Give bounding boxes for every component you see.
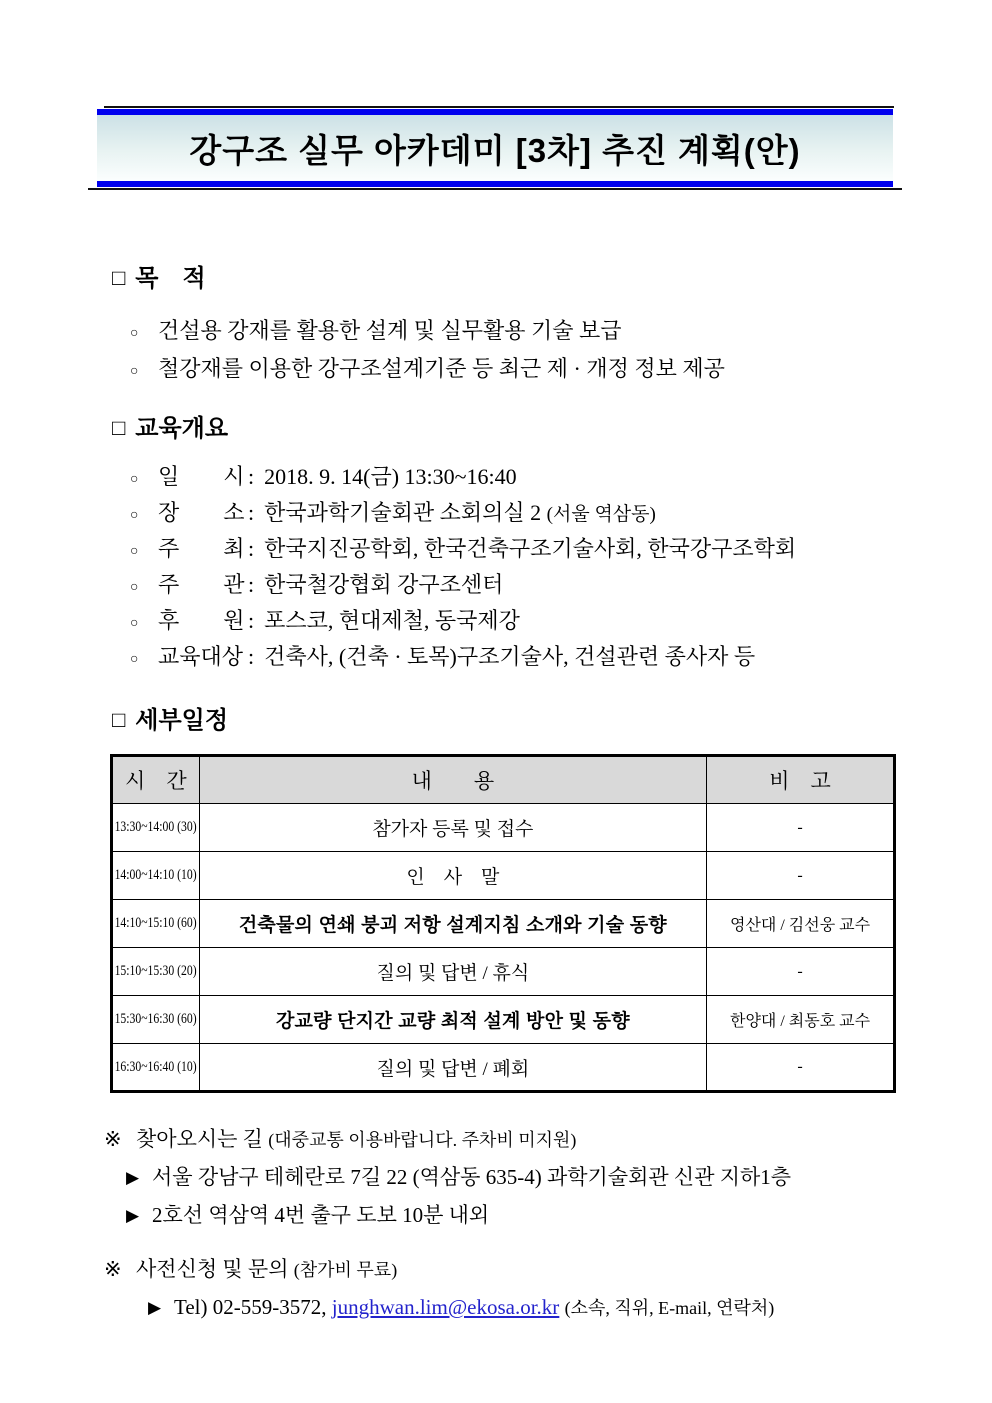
- square-bullet-icon: □: [112, 415, 126, 440]
- section-heading-schedule: [112, 706, 228, 736]
- purpose-heading-label: 목 적: [135, 265, 206, 292]
- cell-time: [112, 996, 200, 1044]
- cell-remark: -: [707, 948, 895, 996]
- banner-top-rule: [104, 106, 894, 108]
- reference-mark-icon: ※: [104, 1127, 122, 1151]
- list-item: [130, 603, 796, 639]
- cell-remark: -: [707, 852, 895, 900]
- cell-time: [112, 804, 200, 852]
- field-value: 한국과학기술회관 소회의실 2: [264, 500, 542, 525]
- colon-separator: :: [248, 608, 255, 633]
- cell-remark: -: [707, 804, 895, 852]
- colon-separator: :: [248, 464, 255, 489]
- field-label: 후 원: [158, 608, 245, 633]
- column-header-remark: 비 고: [707, 756, 895, 804]
- field-value: 건축사, (건축 · 토목)구조기술사, 건설관련 종사자 등: [264, 644, 756, 669]
- table-row: [112, 948, 895, 996]
- cell-content: 인 사 말: [199, 852, 706, 900]
- time-text: 15:10~15:30 (20): [114, 963, 197, 979]
- circle-bullet-icon: ○: [130, 472, 139, 487]
- cell-remark: -: [707, 1044, 895, 1092]
- table-row: [112, 804, 895, 852]
- field-value: 2018. 9. 14(금) 13:30~16:40: [264, 464, 517, 489]
- cell-time: [112, 900, 200, 948]
- field-label: 주 최: [158, 536, 245, 561]
- time-text: 14:10~15:10 (60): [114, 915, 197, 931]
- table-row: [112, 996, 895, 1044]
- cell-time: [112, 948, 200, 996]
- schedule-table: [110, 754, 896, 1093]
- overview-heading-label: 교육개요: [135, 415, 229, 442]
- field-value: 포스코, 현대제철, 동국제강: [264, 608, 520, 633]
- circle-bullet-icon: ○: [130, 580, 139, 595]
- cell-remark: 영산대 / 김선웅 교수: [707, 900, 895, 948]
- list-item: [130, 567, 796, 603]
- list-item: [130, 459, 796, 495]
- square-bullet-icon: □: [112, 707, 126, 732]
- field-note: (서울 역삼동): [546, 504, 656, 525]
- registration-title-line: [104, 1250, 774, 1288]
- telephone-number: Tel) 02-559-3572,: [174, 1295, 327, 1319]
- directions-title-line: [104, 1120, 791, 1158]
- overview-list: [130, 459, 796, 675]
- circle-bullet-icon: ○: [130, 616, 139, 631]
- table-row: [112, 900, 895, 948]
- registration-suffix-note: (소속, 직위, E-mail, 연락처): [564, 1298, 775, 1318]
- directions-title-note: (대중교통 이용바랍니다. 주차비 미지원): [268, 1130, 577, 1150]
- registration-note: [104, 1250, 774, 1326]
- square-bullet-icon: □: [112, 265, 126, 290]
- circle-bullet-icon: ○: [130, 544, 139, 559]
- table-row: [112, 852, 895, 900]
- directions-subway: 2호선 역삼역 4번 출구 도보 10분 내외: [152, 1203, 490, 1227]
- purpose-item-text: 철강재를 이용한 강구조설계기준 등 최근 제 · 개정 정보 제공: [158, 356, 725, 381]
- list-item: [130, 639, 796, 675]
- purpose-item-text: 건설용 강재를 활용한 설계 및 실무활용 기술 보급: [158, 318, 622, 343]
- email-link[interactable]: junghwan.lim@ekosa.or.kr: [331, 1295, 560, 1319]
- column-header-time: 시 간: [112, 756, 200, 804]
- colon-separator: :: [248, 644, 255, 669]
- field-label: 주 관: [158, 572, 245, 597]
- colon-separator: :: [248, 500, 255, 525]
- cell-content: 질의 및 답변 / 휴식: [199, 948, 706, 996]
- table-header-row: [112, 756, 895, 804]
- schedule-heading-label: 세부일정: [135, 707, 229, 734]
- time-text: 13:30~14:00 (30): [114, 819, 197, 835]
- arrow-bullet-icon: ▶: [148, 1298, 162, 1317]
- cell-content: 건축물의 연쇄 붕괴 저항 설계지침 소개와 기술 동향: [199, 900, 706, 948]
- cell-content: 강교량 단지간 교량 최적 설계 방안 및 동향: [199, 996, 706, 1044]
- arrow-bullet-icon: ▶: [126, 1206, 140, 1225]
- cell-time: [112, 852, 200, 900]
- field-label: 교육대상: [158, 644, 244, 669]
- cell-remark: 한양대 / 최동호 교수: [707, 996, 895, 1044]
- circle-bullet-icon: ○: [130, 364, 139, 379]
- title-banner: [97, 109, 893, 187]
- list-item: [130, 495, 796, 531]
- field-label: 장 소: [158, 500, 245, 525]
- list-item: [130, 312, 725, 350]
- cell-content: 참가자 등록 및 접수: [199, 804, 706, 852]
- directions-title: 찾아오시는 길: [136, 1127, 263, 1151]
- circle-bullet-icon: ○: [130, 652, 139, 667]
- registration-contact-line: [104, 1288, 774, 1326]
- cell-content: 질의 및 답변 / 폐회: [199, 1044, 706, 1092]
- list-item: [130, 350, 725, 388]
- time-text: 15:30~16:30 (60): [114, 1011, 197, 1027]
- field-label: 일 시: [158, 464, 245, 489]
- reference-mark-icon: ※: [104, 1257, 122, 1281]
- registration-title-note: (참가비 무료): [293, 1260, 398, 1280]
- cell-time: [112, 1044, 200, 1092]
- arrow-bullet-icon: ▶: [126, 1168, 140, 1187]
- purpose-list: [130, 312, 725, 388]
- directions-note: [104, 1120, 791, 1234]
- time-text: 16:30~16:40 (10): [114, 1058, 197, 1075]
- colon-separator: :: [248, 536, 255, 561]
- table-row: [112, 1044, 895, 1092]
- list-item: [130, 531, 796, 567]
- section-heading-purpose: [112, 264, 206, 294]
- section-heading-overview: [112, 414, 228, 444]
- circle-bullet-icon: ○: [130, 326, 139, 341]
- colon-separator: :: [248, 572, 255, 597]
- column-header-content: 내 용: [199, 756, 706, 804]
- directions-line: [104, 1196, 791, 1234]
- registration-title: 사전신청 및 문의: [136, 1257, 289, 1281]
- field-value: 한국지진공학회, 한국건축구조기술사회, 한국강구조학회: [264, 536, 797, 561]
- circle-bullet-icon: ○: [130, 508, 139, 523]
- field-value: 한국철강협회 강구조센터: [264, 572, 504, 597]
- directions-line: [104, 1158, 791, 1196]
- banner-bottom-rule: [88, 188, 902, 190]
- directions-address: 서울 강남구 테헤란로 7길 22 (역삼동 635-4) 과학기술회관 신관 지하1층: [152, 1165, 792, 1189]
- time-text: 14:00~14:10 (10): [114, 867, 197, 883]
- page-title: 강구조 실무 아카데미 [3차] 추진 계획(안): [189, 131, 801, 169]
